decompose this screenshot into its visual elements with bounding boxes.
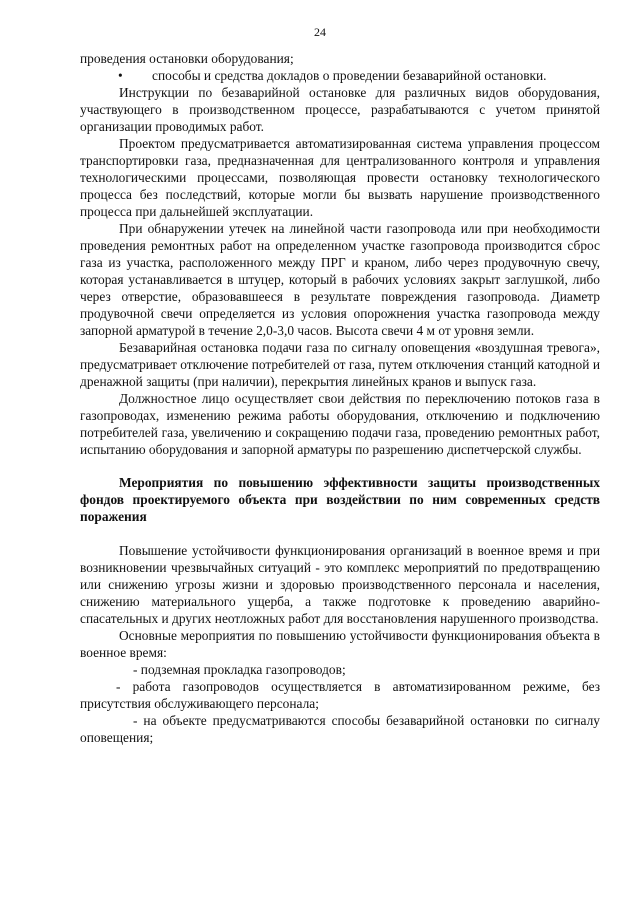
measure-item: - работа газопроводов осуществляется в автоматизированном режиме, без присутствия обслуживающего персонала; (80, 679, 600, 711)
bullet-item (80, 67, 600, 84)
spacer (80, 525, 600, 542)
paragraph: При обнаружении утечек на линейной части газопровода или при необходимости проведения ремонтных работ на определенном участке газопровода производится сброс газа из участка, расположенного между ПРГ и краном, либо через продувочную свечу, которая устанавливается в штуцер, который в рабочих условиях закрыт заглушкой, либо через отверстие, образовавшееся в результате повреждения газопровода. Диаметр продувочной свечи определяется из условия опорожнения участка газопровода между запорной арматурой в течение 2,0-3,0 часов. Высота свечи 4 м от уровня земли. (80, 221, 600, 338)
document-body (80, 50, 600, 746)
paragraph: Безаварийная остановка подачи газа по сигналу оповещения «воздушная тревога», предусматривает отключение потребителей от газа, путем отключения станций катодной и дренажной защиты (при наличии), перекрытия линейных кранов и выпуск газа. (80, 340, 600, 389)
section-heading: Мероприятия по повышению эффективности защиты производственных фондов проектируемого объекта при воздействии по ним современных средств поражения (80, 475, 600, 524)
paragraph: Должностное лицо осуществляет свои действия по переключению потоков газа в газопроводах, изменению режима работы оборудования, отключению и подключению потребителей газа, увеличению и сокращению подачи газа, проведению ремонтных работ, испытанию оборудования и запорной арматуры по разрешению диспетчерской службы. (80, 391, 600, 457)
intro-line: проведения остановки оборудования; (80, 51, 294, 66)
bullet-icon: • (118, 68, 123, 83)
bullet-text: способы и средства докладов о проведении безаварийной остановки. (152, 68, 547, 83)
paragraph: Проектом предусматривается автоматизированная система управления процессом транспортировки газа, предназначенная для централизованного контроля и управления технологическими процессами, позволяющая провести остановку технологического процесса без последствий, которые могли бы вызвать нарушение производственного процесса при дальнейшей эксплуатации. (80, 136, 600, 219)
measure-item: - на объекте предусматриваются способы безаварийной остановки по сигналу оповещения; (80, 713, 600, 745)
spacer (80, 458, 600, 474)
paragraph: Инструкции по безаварийной остановке для различных видов оборудования, участвующего в производственном процессе, разрабатываются с учетом принятой организации проводимых работ. (80, 85, 600, 134)
section-paragraph: Повышение устойчивости функционирования организаций в военное время и при возникновении чрезвычайных ситуаций - это комплекс мероприятий по предотвращению или снижению угрозы жизни и здоровью производственного персонала и населения, снижению материального ущерба, а также подготовке к проведению аварийно-спасательных и других неотложных работ для восстановления нарушенного производства. (80, 543, 600, 626)
page-number: 24 (314, 25, 326, 39)
measure-item: - подземная прокладка газопроводов; (133, 662, 346, 677)
section-paragraph: Основные мероприятия по повышению устойчивости функционирования объекта в военное время: (80, 628, 600, 660)
